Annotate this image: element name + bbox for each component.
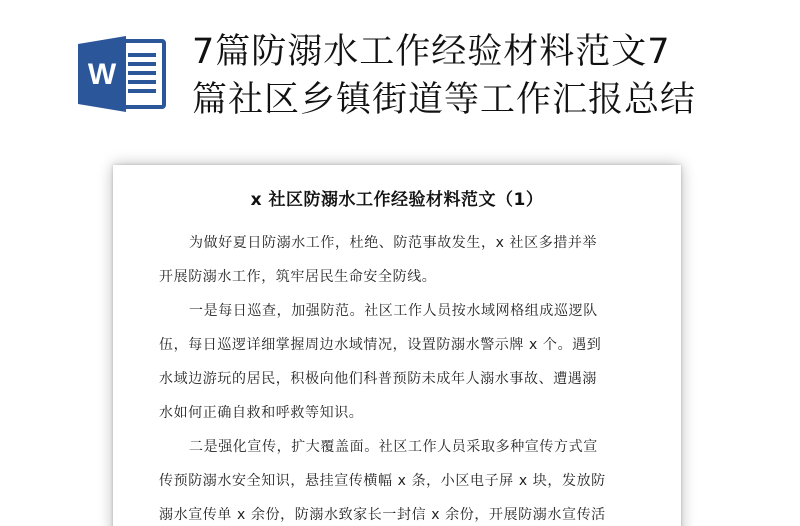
paragraph-line: 为做好夏日防溺水工作，杜绝、防范事故发生，x 社区多措并举 bbox=[189, 235, 598, 251]
paragraph-line: 水域边游玩的居民，积极向他们科普预防未成年人溺水事故、遭遇溺 bbox=[159, 371, 597, 387]
page-title bbox=[192, 28, 752, 124]
paragraph-line: 传预防溺水安全知识，悬挂宣传横幅 x 条，小区电子屏 x 块，发放防 bbox=[159, 473, 606, 489]
word-document-icon bbox=[78, 36, 168, 112]
paragraph bbox=[159, 430, 645, 526]
document-body bbox=[159, 226, 645, 526]
paragraph-line: 伍，每日巡逻详细掌握周边水域情况，设置防溺水警示牌 x 个。遇到 bbox=[159, 337, 602, 353]
paragraph-line: 溺水宣传单 x 余份，防溺水致家长一封信 x 余份，开展防溺水宣传活 bbox=[159, 507, 606, 523]
paragraph bbox=[159, 226, 645, 294]
page-title-line-1: 7篇防溺水工作经验材料范文7 bbox=[192, 32, 671, 72]
paragraph-line: 一是每日巡查，加强防范。社区工作人员按水域网格组成巡逻队 bbox=[189, 303, 598, 319]
document-title: x 社区防溺水工作经验材料范文（1） bbox=[250, 190, 544, 210]
paragraph-line: 水如何正确自救和呼救等知识。 bbox=[159, 405, 364, 421]
word-logo-letter: W bbox=[87, 58, 117, 91]
paragraph bbox=[159, 294, 645, 430]
page-title-line-2: 篇社区乡镇街道等工作汇报总结 bbox=[192, 80, 697, 120]
document-preview bbox=[113, 165, 681, 526]
paragraph-line: 开展防溺水工作，筑牢居民生命安全防线。 bbox=[159, 269, 437, 285]
paragraph-line: 二是强化宣传，扩大覆盖面。社区工作人员采取多种宣传方式宣 bbox=[189, 439, 598, 455]
